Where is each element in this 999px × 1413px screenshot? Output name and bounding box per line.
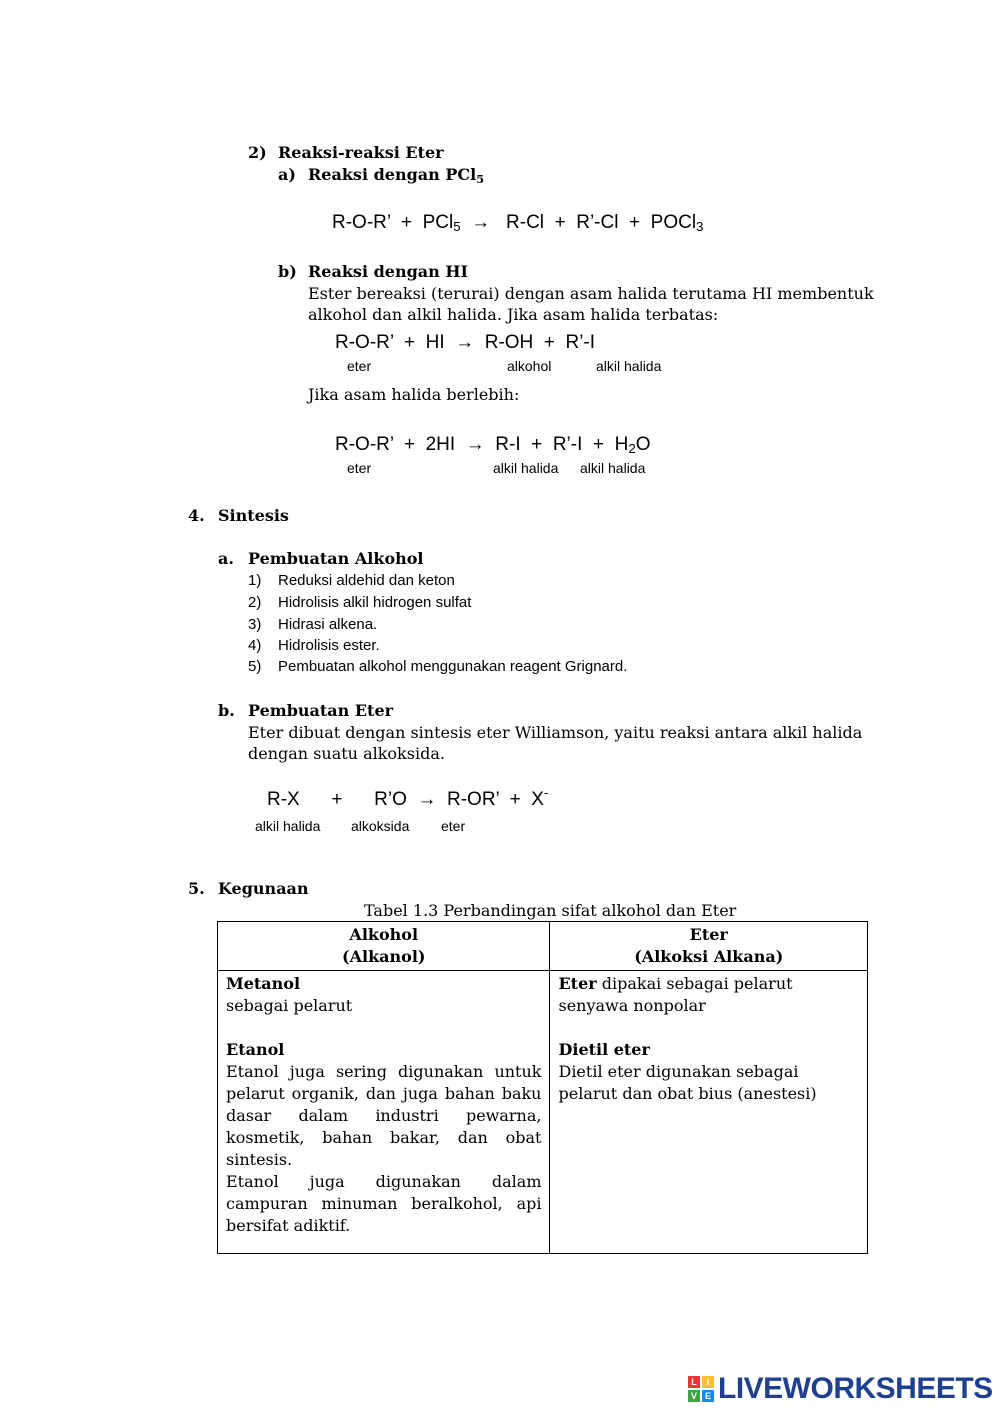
section-5-number: 5. bbox=[188, 879, 205, 898]
label-eter-2: eter bbox=[347, 460, 372, 476]
label-alkil-halida-2: alkil halida bbox=[580, 460, 646, 476]
liveworksheets-logo-text: LIVEWORKSHEETS bbox=[718, 1372, 993, 1405]
list-item-num: 5) bbox=[248, 658, 262, 675]
table-row bbox=[218, 971, 868, 1254]
sub-b-letter: b) bbox=[278, 262, 297, 281]
equation-hi-excess: R-O-R’ + 2HI → R-I + R’-I + $H_2O$ bbox=[335, 434, 651, 456]
liveworksheets-logo-icon: L I V E bbox=[688, 1376, 714, 1402]
equation-hi-limited: R-O-R’ + HI → R-OH + R’-I bbox=[335, 332, 596, 353]
sub-b-desc-line2: alkohol dan alkil halida. Jika asam halida terbatas: bbox=[308, 305, 719, 324]
sub-b-desc-line1: Ester bereaksi (terurai) dengan asam halida terutama HI membentuk bbox=[308, 284, 874, 303]
sintesis-b-desc-line1: Eter dibuat dengan sintesis eter Williamson, yaitu reaksi antara alkil halida bbox=[248, 723, 863, 742]
sintesis-b-letter: b. bbox=[218, 701, 235, 720]
equation-pcl5: R-O-R’ + PCl$_5$ → R-Cl + R’-Cl + POCl$_3$ bbox=[332, 212, 704, 234]
dietil-eter-text: Dietil eter digunakan sebagai pelarut dan obat bius (anestesi) bbox=[558, 1062, 817, 1103]
equation-williamson: R-X + R’O → R-OR’ + X- bbox=[267, 785, 549, 810]
liveworksheets-logo bbox=[688, 1372, 993, 1406]
section-2-number: 2) bbox=[248, 143, 267, 162]
table-header-row bbox=[218, 922, 868, 971]
label-eter: eter bbox=[347, 358, 372, 374]
comparison-table bbox=[217, 921, 868, 1254]
header-alkohol-line2: (Alkanol) bbox=[342, 947, 426, 966]
excess-text: Jika asam halida berlebih: bbox=[308, 385, 520, 404]
header-alkohol bbox=[218, 922, 550, 971]
sintesis-b-title: Pembuatan Eter bbox=[248, 701, 394, 720]
label-alkoksida: alkoksida bbox=[351, 818, 410, 834]
section-2-title: Reaksi-reaksi Eter bbox=[278, 143, 444, 162]
sub-a-title: Reaksi dengan PCl$_5$ bbox=[308, 165, 484, 186]
etanol-text-2: Etanol juga digunakan dalam campuran minuman beralkohol, api bersifat adiktif. bbox=[226, 1172, 542, 1235]
sintesis-a-title: Pembuatan Alkohol bbox=[248, 549, 424, 568]
list-item-num: 2) bbox=[248, 594, 262, 611]
section-4-title: Sintesis bbox=[218, 506, 289, 525]
list-item-num: 1) bbox=[248, 572, 262, 589]
list-item: Reduksi aldehid dan keton bbox=[278, 572, 455, 589]
dietil-eter-title: Dietil eter bbox=[558, 1040, 650, 1059]
section-4-number: 4. bbox=[188, 506, 205, 525]
etanol-title: Etanol bbox=[226, 1040, 285, 1059]
sintesis-a-letter: a. bbox=[218, 549, 234, 568]
label-alkil-halida-3: alkil halida bbox=[255, 818, 321, 834]
header-alkohol-line1: Alkohol bbox=[349, 925, 419, 944]
list-item-num: 4) bbox=[248, 637, 262, 654]
header-eter bbox=[550, 922, 868, 971]
sintesis-b-desc-line2: dengan suatu alkoksida. bbox=[248, 744, 445, 763]
section-5-title: Kegunaan bbox=[218, 879, 309, 898]
label-alkil-halida: alkil halida bbox=[596, 358, 662, 374]
list-item: Hidrolisis ester. bbox=[278, 637, 380, 654]
eter-description: Eter dipakai sebagai pelarut senyawa nonpolar bbox=[558, 974, 793, 1015]
metanol-text: sebagai pelarut bbox=[226, 996, 353, 1015]
cell-alkohol bbox=[218, 971, 550, 1254]
cell-eter bbox=[550, 971, 868, 1254]
header-eter-line1: Eter bbox=[689, 925, 728, 944]
metanol-title: Metanol bbox=[226, 974, 301, 993]
list-item: Pembuatan alkohol menggunakan reagent Grignard. bbox=[278, 658, 628, 675]
header-eter-line2: (Alkoksi Alkana) bbox=[634, 947, 784, 966]
label-eter-3: eter bbox=[441, 818, 466, 834]
list-item-num: 3) bbox=[248, 616, 262, 633]
label-alkohol: alkohol bbox=[507, 358, 552, 374]
sub-a-letter: a) bbox=[278, 165, 296, 184]
etanol-text-1: Etanol juga sering digunakan untuk pelarut organik, dan juga bahan baku dasar dalam industri pewarna, kosmetik, bahan bakar, dan obat sintesis. bbox=[226, 1062, 542, 1169]
list-item: Hidrasi alkena. bbox=[278, 616, 378, 633]
sub-b-title: Reaksi dengan HI bbox=[308, 262, 468, 281]
list-item: Hidrolisis alkil hidrogen sulfat bbox=[278, 594, 472, 611]
label-alkil-halida-1: alkil halida bbox=[493, 460, 559, 476]
table-caption: Tabel 1.3 Perbandingan sifat alkohol dan Eter bbox=[364, 901, 737, 920]
